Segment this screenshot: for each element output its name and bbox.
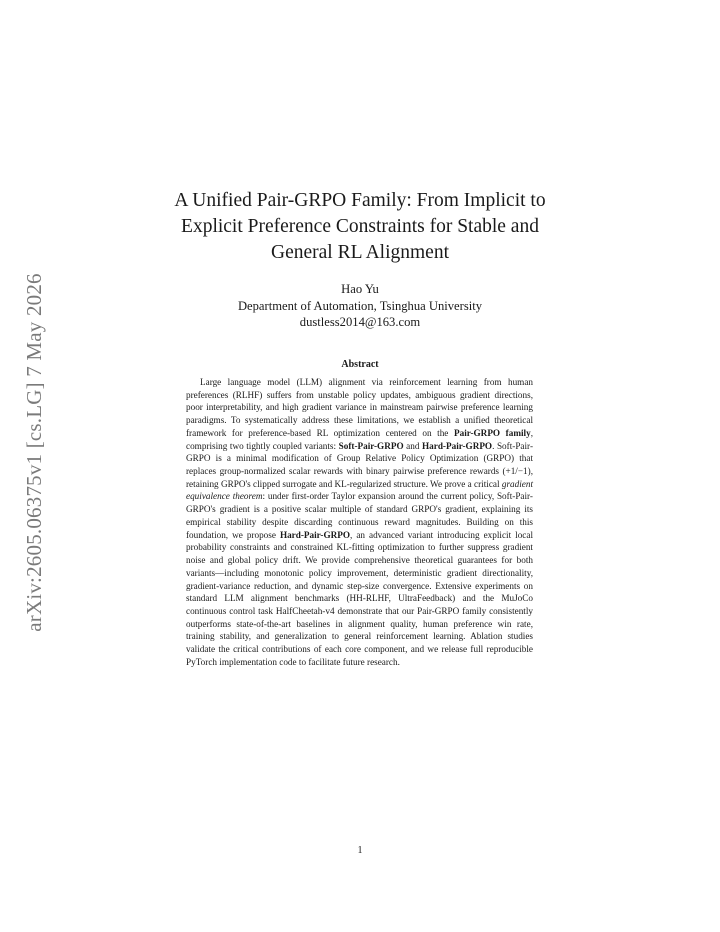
abstract-body [186,376,533,669]
abstract-bold-soft-pair-grpo: Soft-Pair-GRPO [338,440,404,451]
abstract-italic-theorem: gradient equivalence theorem [186,478,533,502]
author-affiliation: Department of Automation, Tsinghua University [237,298,483,313]
title-line-2: Explicit Preference Constraints for Stable and [181,216,539,237]
paper-title [120,188,600,266]
abstract-text-2: , comprising two tightly coupled variants: [186,427,533,451]
abstract-heading: Abstract [341,359,379,370]
abstract-text-4: . Soft-Pair-GRPO is a minimal modification of Group Relative Policy Optimization (GRPO) that replaces group-normalized scalar rewards with binary pairwise preference rewards (+1/−1), retaining GRPO's clipped surrogate and KL-regularized structure. We prove a critical [186,440,533,489]
arxiv-identifier: arXiv:2605.06375v1 [cs.LG] 7 May 2026 [21,272,46,632]
abstract-bold-hard-pair-grpo: Hard-Pair-GRPO [422,440,493,451]
author-block [120,281,600,331]
abstract-text-3: and [403,440,422,451]
title-line-1: A Unified Pair-GRPO Family: From Implicit to [174,190,546,211]
abstract-text-6: , an advanced variant introducing explicit local probability constraints and constrained KL-fitting optimization to further suppress gradient noise and global policy drift. We provide comprehensive theoretical guarantees for both variants—including monotonic policy improvement, deterministic gradient directionality, gradient-variance reduction, and dynamic step-size convergence. Extensive experiments on standard LLM alignment benchmarks (HH-RLHF, UltraFeedback) and the MuJoCo continuous control task HalfCheetah-v4 demonstrate that our Pair-GRPO family consistently outperforms state-of-the-art baselines in alignment quality, human preference win rate, training stability, and generalization to general reinforcement learning. Ablation studies validate the critical contributions of each core component, and we release full reproducible PyTorch implementation code to facilitate future research. [186,529,534,667]
abstract-text-5: : under first-order Taylor expansion around the current policy, Soft-Pair-GRPO's gradient is a positive scalar multiple of standard GRPO's gradient, explaining its empirical stability despite discarding continuous reward magnitudes. Building on this foundation, we propose [186,491,533,540]
title-line-3: General RL Alignment [271,242,449,263]
abstract-bold-hard-pair-grpo-2: Hard-Pair-GRPO [279,529,351,540]
author-email: dustless2014@163.com [299,315,421,329]
arxiv-side-stamp [12,262,56,642]
page-number: 1 [357,845,363,856]
abstract-bold-pair-grpo-family: Pair-GRPO family [453,427,531,438]
abstract-text-1: Large language model (LLM) alignment via reinforcement learning from human preferences (RLHF) suffers from unstable policy updates, ambiguous gradient directions, poor interpretability, and high gradient variance in mainstream pairwise preference learning paradigms. To systematically address these limitations, we establish a unified theoretical framework for preference-based RL optimization centered on the [186,377,533,438]
author-name: Hao Yu [341,282,379,296]
